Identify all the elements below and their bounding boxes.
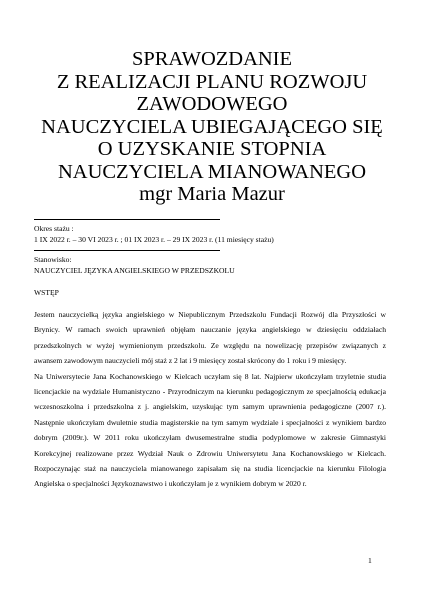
title-line: NAUCZYCIELA UBIEGAJĄCEGO SIĘ [41,115,383,138]
report-title [20,48,404,206]
title-line: Z REALIZACJI PLANU ROZWOJU [56,70,368,93]
title-line: SPRAWOZDANIE [131,48,293,70]
title-line: ZAWODOWEGO [136,93,288,115]
author-name: mgr Maria Mazur [139,183,285,205]
section-heading: WSTĘP [34,288,59,297]
divider-rule [34,219,220,220]
body-text [34,307,386,492]
title-line: O UZYSKANIE STOPNIA [97,138,327,160]
position-label: Stanowisko: [34,255,72,264]
divider-rule [34,250,220,251]
paragraph: Jestem nauczycielką języka angielskiego w Niepublicznym Przedszkolu Fundacji Rozwój dla Przyszłości w Brynicy. W ramach swoich uprawnień objęłam nauczanie języka angielskiego w dziesięciu oddziałach przedszkolnych w wyżej wymienionym przedszkolu. Ze względu na nowelizację przepisów związanych z awansem zawodowym nauczycieli mój staż z 2 lat i 9 miesięcy został skrócony do 1 roku i 9 miesięcy. [34,310,386,366]
title-line: NAUCZYCIELA MIANOWANEGO [57,160,367,183]
page-number: 1 [368,556,372,565]
internship-label: Okres stażu : [34,224,74,233]
internship-period: 1 IX 2022 r. – 30 VI 2023 r. ; 01 IX 2023 r. – 29 IX 2023 r. (11 miesięcy stażu) [34,235,274,244]
position-value: NAUCZYCIEL JĘZYKA ANGIELSKIEGO W PRZEDSZKOLU [34,266,235,275]
paragraph: Na Uniwersytecie Jana Kochanowskiego w Kielcach uczyłam się 8 lat. Najpierw ukończyłam trzyletnie studia licencjackie na wydziale Humanistyczno - Przyrodniczym na kierunku pedagogicznym ze specjalnością edukacja wczesnoszkolna i przedszkolna z j. angielskim, uzyskując tym samym uprawnienia pedagogiczne (2007 r.). Następnie ukończyłam dwuletnie studia magisterskie na tym samym wydziale i specjalności z wynikiem bardzo dobrym (2009r.). W 2011 roku ukończyłam dwusemestralne studia podyplomowe w zakresie Gimnastyki Korekcyjnej realizowane przez Wydział Nauk o Zdrowiu Uniwersytetu Jana Kochanowskiego w Kielcach. Rozpoczynając staż na nauczyciela mianowanego zapisałam się na studia licencjackie na kierunku Filologia Angielska o specjalności Językoznawstwo i ukończyłam je z wynikiem dobrym w 2020 r. [34,371,386,489]
